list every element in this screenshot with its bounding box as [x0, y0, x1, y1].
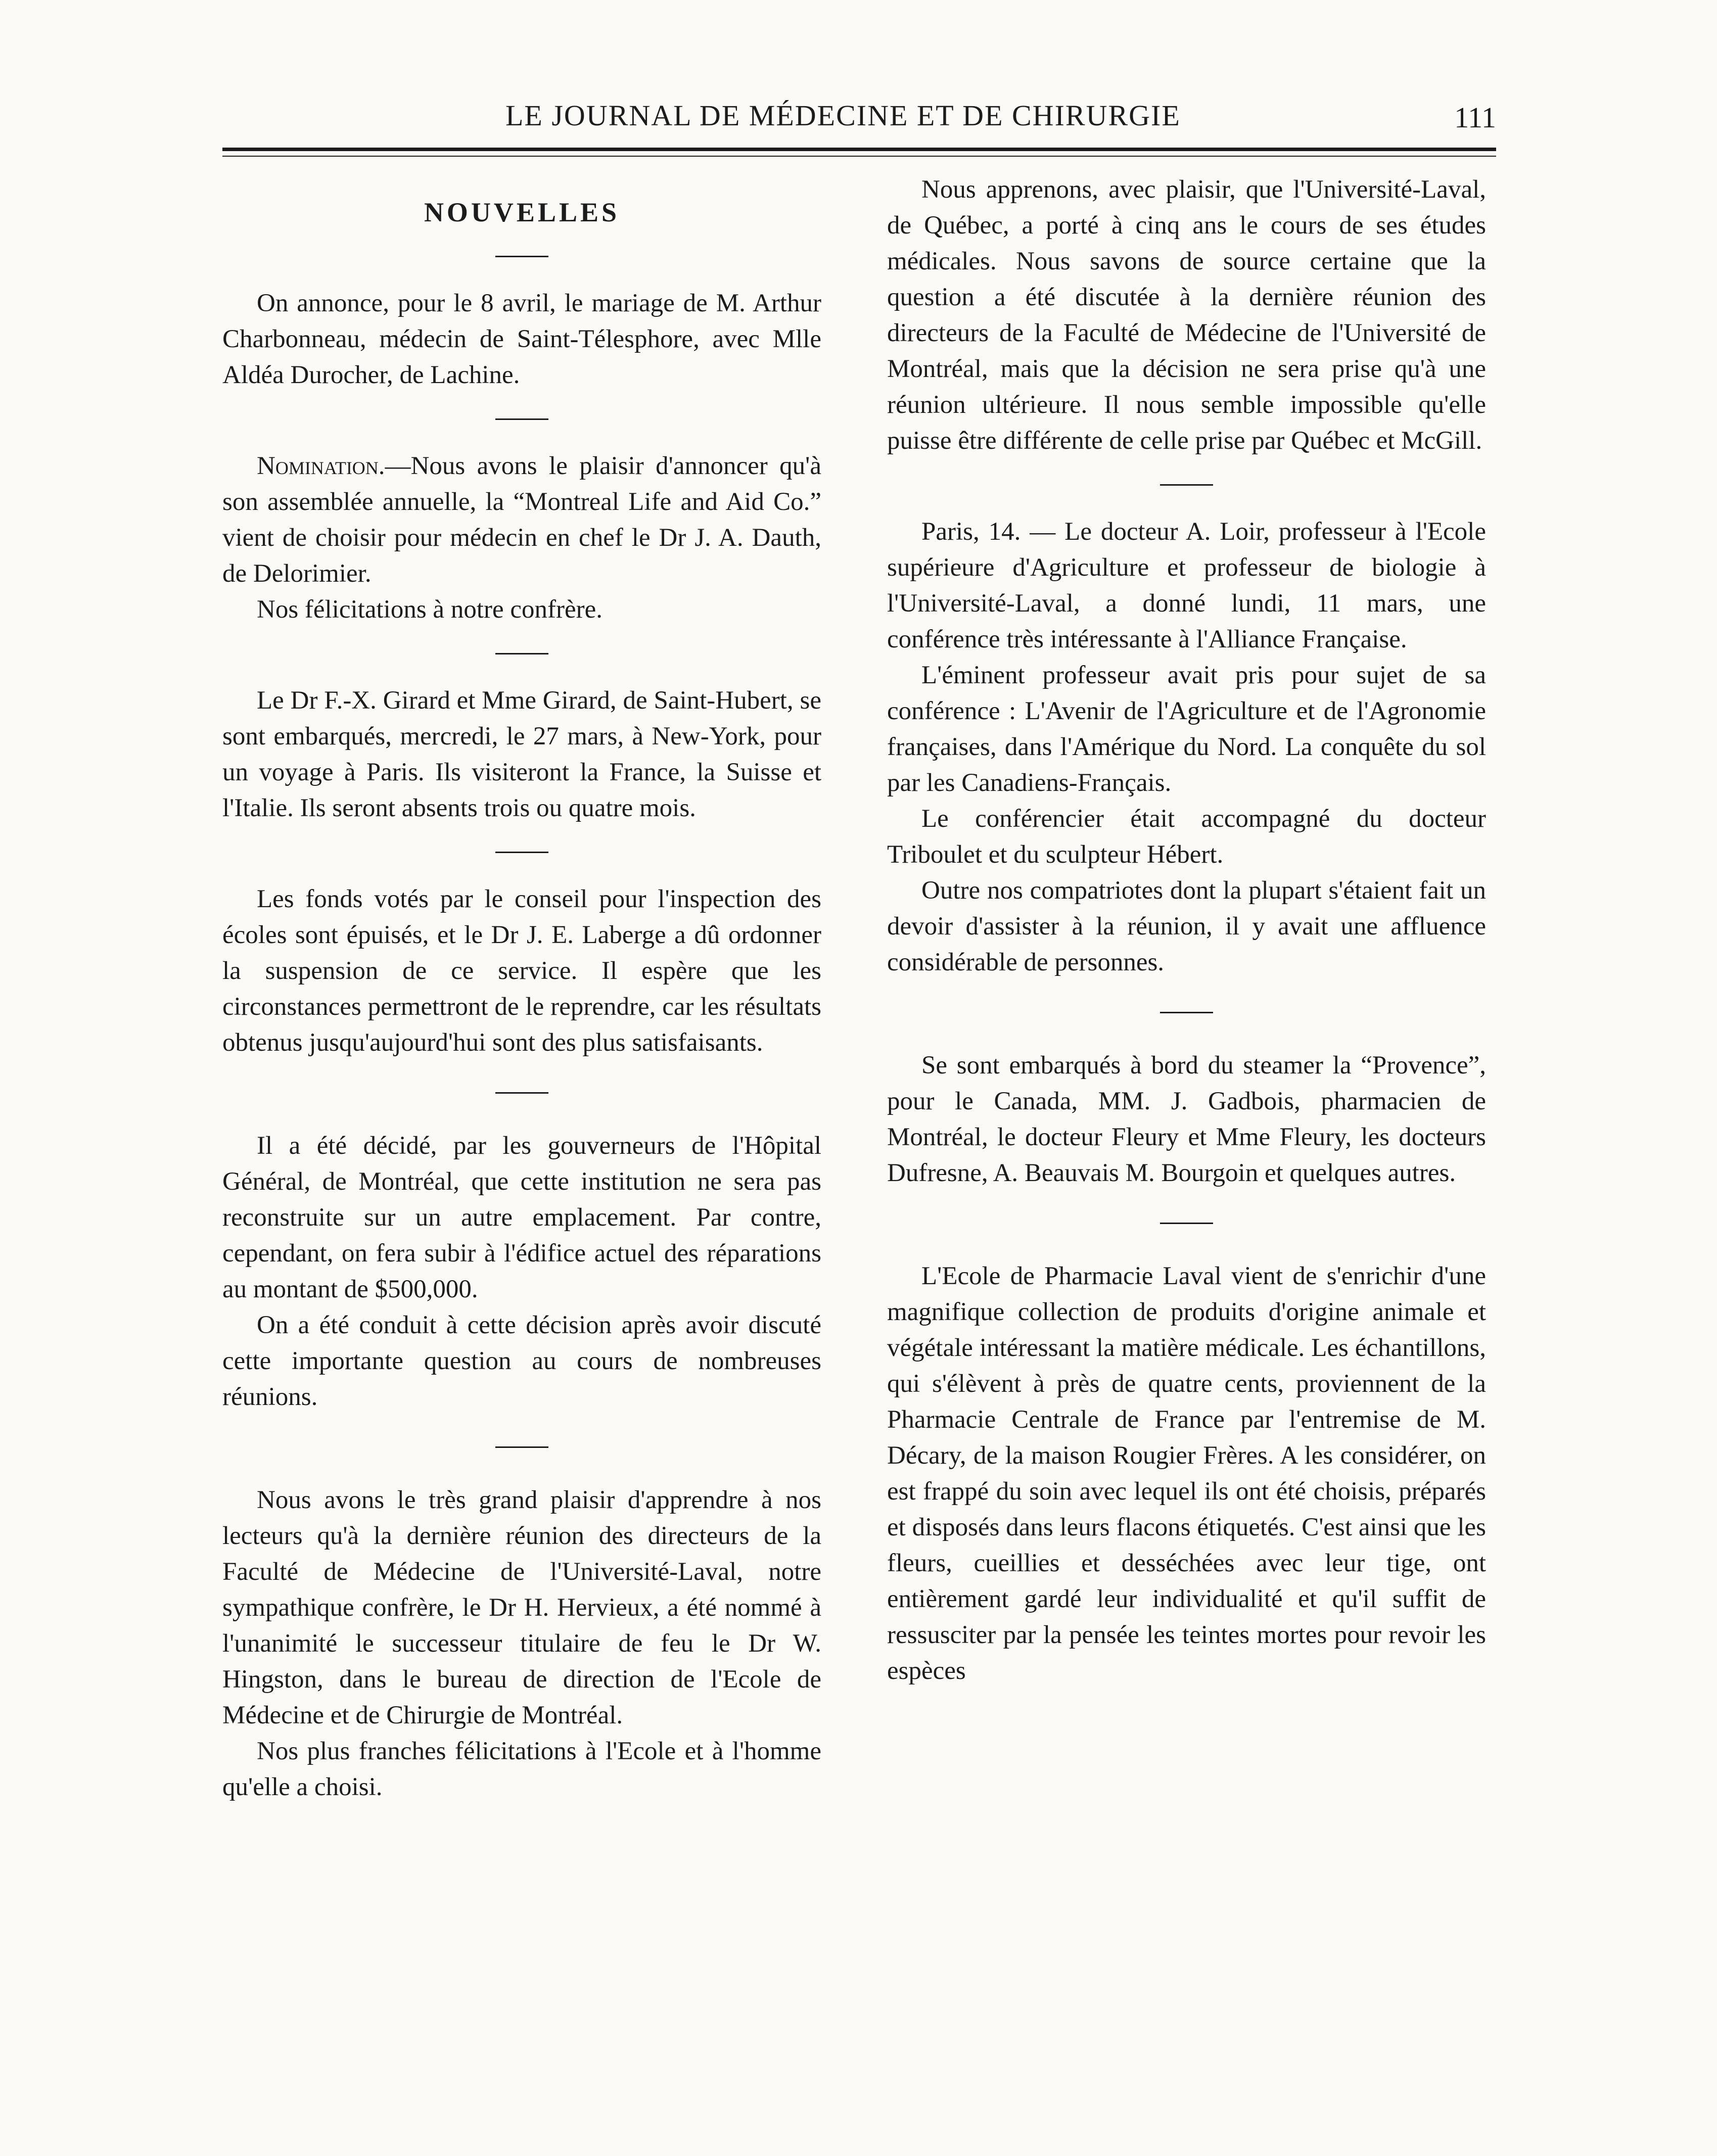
- running-title: LE JOURNAL DE MÉDECINE ET DE CHIRURGIE: [505, 99, 1181, 132]
- news-laval-studies: Nous apprenons, avec plaisir, que l'Université-Laval, de Québec, a porté à cinq ans le cours de ses études médicales. Nous savons de source certaine que la question a été discutée à la dernière réunion des directeurs de la Faculté de Médecine de l'Université de Montréal, mais que la décision ne sera prise qu'à une réunion ultérieure. Il nous semble impossible qu'elle puisse être différente de celle prise par Québec et McGill.: [887, 175, 1486, 455]
- news-hervieux: Nous avons le très grand plaisir d'apprendre à nos lecteurs qu'à la dernière réunion des directeurs de la Faculté de Médecine de l'Université-Laval, notre sympathique confrère, le Dr H. Hervieux, a été nommé à l'unanimité le successeur titulaire de feu le Dr W. Hingston, dans le bureau de direction de l'Ecole de Médecine et de Chirurgie de Montréal.: [222, 1486, 821, 1729]
- header-rule-thick: [222, 148, 1496, 151]
- nomination-text: —Nous avons le plaisir d'annoncer qu'à son assemblée annuelle, la “Montreal Life and Aid Co.” vient de choisir pour médecin en chef le Dr J. A. Dauth, de Delorimier.: [222, 452, 821, 588]
- separator: [1160, 1012, 1213, 1013]
- header-rule-thin: [222, 156, 1496, 157]
- news-provence-steamer: Se sont embarqués à bord du steamer la “Provence”, pour le Canada, MM. J. Gadbois, pharmacien de Montréal, le docteur Fleury et Mme Fleury, les docteurs Dufresne, A. Beauvais M. Bourgoin et quelques autres.: [887, 1051, 1486, 1187]
- news-girard-trip: Le Dr F.-X. Girard et Mme Girard, de Saint-Hubert, se sont embarqués, mercredi, le 27 mars, à New-York, pour un voyage à Paris. Ils visiteront la France, la Suisse et l'Italie. Ils seront absents trois ou quatre mois.: [222, 686, 821, 822]
- separator: [1160, 484, 1213, 486]
- page-header: [222, 99, 1496, 144]
- news-hervieux-congrats: Nos plus franches félicitations à l'Ecole et à l'homme qu'elle a choisi.: [222, 1737, 821, 1801]
- news-congratulations: Nos félicitations à notre confrère.: [257, 595, 602, 624]
- left-column: [222, 172, 821, 1805]
- separator: [495, 418, 548, 420]
- news-conference-companions: Le conférencier était accompagné du docteur Triboulet et du sculpteur Hébert.: [887, 805, 1486, 869]
- page-number: 111: [1454, 101, 1496, 134]
- news-hopital-decision: On a été conduit à cette décision après avoir discuté cette importante question au cours de nombreuses réunions.: [222, 1311, 821, 1411]
- separator: [1160, 1223, 1213, 1224]
- news-school-inspection: Les fonds votés par le conseil pour l'inspection des écoles sont épuisés, et le Dr J. E. Laberge a dû ordonner la suspension de ce service. Il espère que les circonstances permettront de le reprendre, car les résultats obtenus jusqu'aujourd'hui sont des plus satisfaisants.: [222, 885, 821, 1057]
- news-conference-subject: L'éminent professeur avait pris pour sujet de sa conférence : L'Avenir de l'Agriculture et de l'Agronomie françaises, dans l'Amérique du Nord. La conquête du sol par les Canadiens-Français.: [887, 661, 1486, 797]
- separator: [495, 653, 548, 654]
- section-title: NOUVELLES: [424, 197, 620, 227]
- news-hopital-general: Il a été décidé, par les gouverneurs de l'Hôpital Général, de Montréal, que cette institution ne sera pas reconstruite sur un autre emplacement. Par contre, cependant, on fera subir à l'édifice actuel des réparations au montant de $500,000.: [222, 1132, 821, 1303]
- separator: [495, 1092, 548, 1094]
- news-marriage: On annonce, pour le 8 avril, le mariage de M. Arthur Charbonneau, médecin de Saint-Télesphore, avec Mlle Aldéa Durocher, de Lachine.: [222, 289, 821, 389]
- news-conference-audience: Outre nos compatriotes dont la plupart s'étaient fait un devoir d'assister à la réunion, il y avait une affluence considérable de personnes.: [887, 876, 1486, 976]
- right-column: [887, 172, 1486, 1689]
- news-nomination: [222, 448, 821, 592]
- news-loir-conference: Paris, 14. — Le docteur A. Loir, professeur à l'Ecole supérieure d'Agriculture et professeur de biologie à l'Université-Laval, a donné lundi, 11 mars, une conférence très intéressante à l'Alliance Française.: [887, 518, 1486, 653]
- nomination-lead: Nomination.: [257, 452, 385, 480]
- separator: [495, 852, 548, 853]
- separator: [495, 1446, 548, 1448]
- news-pharmacie-laval: L'Ecole de Pharmacie Laval vient de s'enrichir d'une magnifique collection de produits d'origine animale et végétale intéressant la matière médicale. Les échantillons, qui s'élèvent à près de quatre cents, proviennent de la Pharmacie Centrale de France par l'entremise de M. Décary, de la maison Rougier Frères. A les considérer, on est frappé du soin avec lequel ils ont été choisis, préparés et disposés dans leurs flacons étiquetés. C'est ainsi que les fleurs, cueillies et desséchées avec leur tige, ont entièrement gardé leur individualité et qu'il suffit de ressusciter par la pensée les teintes mortes pour revoir les espèces: [887, 1262, 1486, 1685]
- separator: [495, 256, 548, 257]
